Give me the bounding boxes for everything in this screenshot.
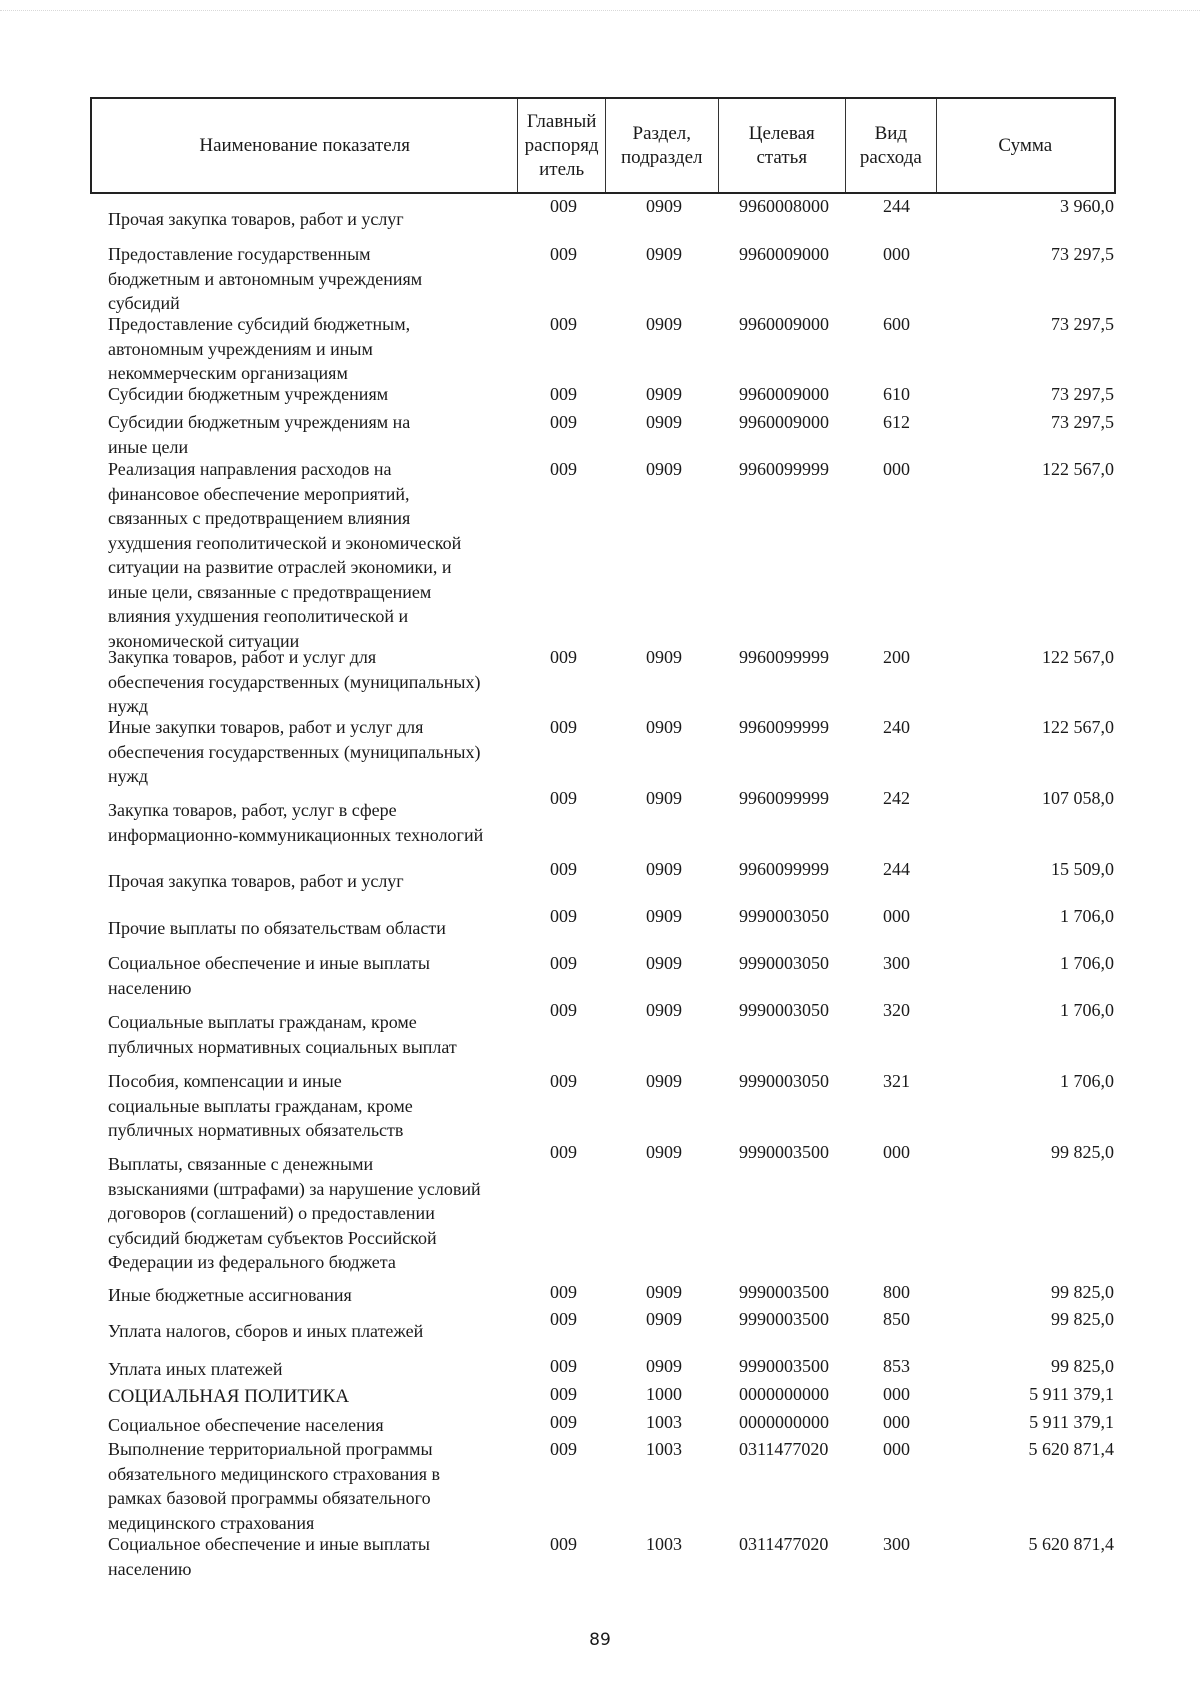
row-razdel: 0909 — [646, 647, 682, 667]
row-vr: 850 — [883, 1309, 910, 1329]
row-name: Субсидии бюджетным учреждениям — [108, 384, 389, 404]
row-grbs: 009 — [550, 244, 577, 264]
row-sum: 15 509,0 — [1051, 859, 1114, 879]
row-vr: 000 — [883, 1384, 910, 1404]
row-razdel: 0909 — [646, 412, 682, 432]
row-cs: 9960009000 — [739, 412, 829, 432]
row-vr: 612 — [883, 412, 910, 432]
row-razdel: 0909 — [646, 1000, 682, 1020]
header-grbs — [518, 99, 606, 192]
row-razdel: 0909 — [646, 906, 682, 926]
row-name: Прочая закупка товаров, работ и услуг — [108, 871, 404, 891]
row-sum: 73 297,5 — [1051, 314, 1114, 334]
row-vr: 321 — [883, 1071, 910, 1091]
row-grbs: 009 — [550, 1356, 577, 1376]
row-razdel: 0909 — [646, 314, 682, 334]
row-sum: 3 960,0 — [1060, 196, 1114, 216]
row-name: Закупка товаров, работ и услуг для обеспечения государственных (муниципальных) нужд — [108, 647, 481, 716]
row-name: Уплата иных платежей — [108, 1359, 283, 1379]
row-name: Прочие выплаты по обязательствам области — [108, 918, 446, 938]
row-grbs: 009 — [550, 1309, 577, 1329]
row-grbs: 009 — [550, 1412, 577, 1432]
table-header — [90, 97, 1116, 194]
row-razdel: 0909 — [646, 1309, 682, 1329]
row-sum: 5 911 379,1 — [1029, 1384, 1114, 1404]
row-grbs: 009 — [550, 953, 577, 973]
row-sum: 73 297,5 — [1051, 244, 1114, 264]
header-vr-text: Вид расхода — [859, 122, 922, 168]
row-name: Социальное обеспечение населения — [108, 1415, 384, 1435]
row-cs: 9960009000 — [739, 384, 829, 404]
row-grbs: 009 — [550, 859, 577, 879]
row-name: Субсидии бюджетным учреждениям на иные цели — [108, 412, 411, 457]
header-expense-type — [846, 99, 937, 192]
row-cs: 0000000000 — [739, 1384, 829, 1404]
row-name: Предоставление государственным бюджетным и автономным учреждениям субсидий — [108, 244, 423, 313]
row-cs: 9990003500 — [739, 1309, 829, 1329]
row-grbs: 009 — [550, 1534, 577, 1554]
row-grbs: 009 — [550, 384, 577, 404]
row-vr: 242 — [883, 788, 910, 808]
row-razdel: 0909 — [646, 1142, 682, 1162]
row-grbs: 009 — [550, 906, 577, 926]
row-sum: 1 706,0 — [1060, 953, 1114, 973]
row-vr: 800 — [883, 1282, 910, 1302]
row-sum: 1 706,0 — [1060, 906, 1114, 926]
row-razdel: 0909 — [646, 1071, 682, 1091]
row-cs: 9960099999 — [739, 459, 829, 479]
row-sum: 122 567,0 — [1042, 717, 1114, 737]
row-razdel: 0909 — [646, 717, 682, 737]
row-name: Иные закупки товаров, работ и услуг для обеспечения государственных (муниципальных) нужд — [108, 717, 481, 786]
header-razdel-text: Раздел, подраздел — [621, 122, 703, 168]
row-name: Социальные выплаты гражданам, кроме публичных нормативных социальных выплат — [108, 1012, 457, 1057]
row-razdel: 1003 — [646, 1412, 682, 1432]
row-cs: 9990003500 — [739, 1142, 829, 1162]
row-razdel: 0909 — [646, 244, 682, 264]
row-razdel: 0909 — [646, 859, 682, 879]
row-cs: 9990003050 — [739, 906, 829, 926]
header-razdel — [606, 99, 719, 192]
row-grbs: 009 — [550, 647, 577, 667]
row-cs: 9960099999 — [739, 788, 829, 808]
row-vr: 853 — [883, 1356, 910, 1376]
row-sum: 107 058,0 — [1042, 788, 1114, 808]
row-vr: 244 — [883, 196, 910, 216]
row-name: СОЦИАЛЬНАЯ ПОЛИТИКА — [108, 1386, 350, 1407]
row-cs: 9990003500 — [739, 1282, 829, 1302]
row-cs: 9960008000 — [739, 196, 829, 216]
row-cs: 9990003050 — [739, 953, 829, 973]
row-vr: 320 — [883, 1000, 910, 1020]
row-vr: 610 — [883, 384, 910, 404]
row-grbs: 009 — [550, 412, 577, 432]
row-grbs: 009 — [550, 196, 577, 216]
header-cs-text: Целевая статья — [748, 122, 815, 168]
row-razdel: 0909 — [646, 196, 682, 216]
row-name: Выполнение территориальной программы обязательного медицинского страхования в рамках базовой программы обязательного медицинского страхования — [108, 1439, 440, 1533]
header-name — [92, 99, 518, 192]
row-razdel: 0909 — [646, 953, 682, 973]
header-grbs-text: Главный распоряд итель — [524, 110, 599, 180]
row-sum: 1 706,0 — [1060, 1071, 1114, 1091]
row-grbs: 009 — [550, 1000, 577, 1020]
row-name: Предоставление субсидий бюджетным, автономным учреждениям и иным некоммерческим организациям — [108, 314, 411, 383]
row-razdel: 1003 — [646, 1439, 682, 1459]
row-name: Социальное обеспечение и иные выплаты населению — [108, 953, 430, 998]
row-vr: 000 — [883, 1439, 910, 1459]
row-cs: 9960009000 — [739, 244, 829, 264]
page-number: 89 — [589, 1630, 611, 1650]
row-grbs: 009 — [550, 717, 577, 737]
row-grbs: 009 — [550, 1282, 577, 1302]
row-razdel: 1000 — [646, 1384, 682, 1404]
row-name: Прочая закупка товаров, работ и услуг — [108, 209, 404, 229]
row-sum: 122 567,0 — [1042, 647, 1114, 667]
row-razdel: 0909 — [646, 1282, 682, 1302]
row-cs: 0311477020 — [739, 1439, 829, 1459]
row-razdel: 0909 — [646, 788, 682, 808]
row-cs: 9960099999 — [739, 859, 829, 879]
row-cs: 0311477020 — [739, 1534, 829, 1554]
header-sum-text: Сумма — [998, 134, 1053, 156]
row-cs: 9960099999 — [739, 647, 829, 667]
row-vr: 300 — [883, 1534, 910, 1554]
row-razdel: 0909 — [646, 384, 682, 404]
row-sum: 122 567,0 — [1042, 459, 1114, 479]
row-cs: 0000000000 — [739, 1412, 829, 1432]
row-sum: 99 825,0 — [1051, 1309, 1114, 1329]
header-sum — [937, 99, 1114, 192]
row-name: Социальное обеспечение и иные выплаты населению — [108, 1534, 430, 1579]
row-vr: 000 — [883, 244, 910, 264]
row-sum: 99 825,0 — [1051, 1282, 1114, 1302]
row-razdel: 1003 — [646, 1534, 682, 1554]
row-sum: 5 620 871,4 — [1028, 1534, 1114, 1554]
row-vr: 240 — [883, 717, 910, 737]
row-grbs: 009 — [550, 788, 577, 808]
row-grbs: 009 — [550, 1142, 577, 1162]
row-vr: 600 — [883, 314, 910, 334]
row-razdel: 0909 — [646, 459, 682, 479]
row-vr: 000 — [883, 459, 910, 479]
row-grbs: 009 — [550, 459, 577, 479]
row-sum: 73 297,5 — [1051, 412, 1114, 432]
row-name: Реализация направления расходов на финансовое обеспечение мероприятий, связанных с предотвращением влияния ухудшения геополитической и экономической ситуации на развитие отраслей экономики, и иные цели, связанные с предотвращением влияния ухудшения геополитической и экономической ситуации — [108, 459, 462, 651]
row-vr: 000 — [883, 1142, 910, 1162]
row-vr: 000 — [883, 906, 910, 926]
row-grbs: 009 — [550, 1439, 577, 1459]
row-cs: 9960009000 — [739, 314, 829, 334]
row-cs: 9990003050 — [739, 1071, 829, 1091]
row-sum: 5 620 871,4 — [1028, 1439, 1114, 1459]
row-cs: 9990003050 — [739, 1000, 829, 1020]
row-vr: 244 — [883, 859, 910, 879]
row-razdel: 0909 — [646, 1356, 682, 1376]
row-vr: 200 — [883, 647, 910, 667]
header-name-text: Наименование показателя — [199, 134, 410, 156]
row-grbs: 009 — [550, 1071, 577, 1091]
row-sum: 1 706,0 — [1060, 1000, 1114, 1020]
row-grbs: 009 — [550, 314, 577, 334]
row-vr: 000 — [883, 1412, 910, 1432]
row-sum: 73 297,5 — [1051, 384, 1114, 404]
row-sum: 99 825,0 — [1051, 1356, 1114, 1376]
row-vr: 300 — [883, 953, 910, 973]
row-name: Закупка товаров, работ, услуг в сфере информационно-коммуникационных технологий — [108, 800, 484, 845]
row-sum: 5 911 379,1 — [1029, 1412, 1114, 1432]
row-sum: 99 825,0 — [1051, 1142, 1114, 1162]
row-name: Пособия, компенсации и иные социальные выплаты гражданам, кроме публичных нормативных обязательств — [108, 1071, 413, 1140]
row-name: Уплата налогов, сборов и иных платежей — [108, 1321, 424, 1341]
row-name: Выплаты, связанные с денежными взысканиями (штрафами) за нарушение условий договоров (соглашений) о предоставлении субсидий бюджетам субъектов Российской Федерации из федерального бюджета — [108, 1154, 481, 1272]
row-cs: 9990003500 — [739, 1356, 829, 1376]
row-grbs: 009 — [550, 1384, 577, 1404]
row-name: Иные бюджетные ассигнования — [108, 1285, 352, 1305]
row-cs: 9960099999 — [739, 717, 829, 737]
header-target-article — [719, 99, 847, 192]
